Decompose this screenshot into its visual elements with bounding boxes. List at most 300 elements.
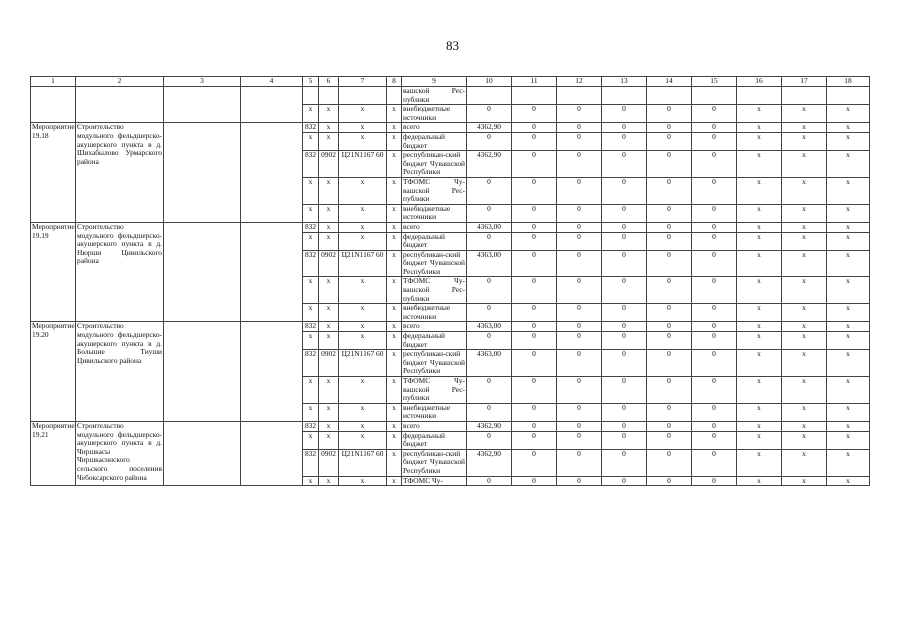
code-cell: х [319,431,339,449]
code-cell: х [303,204,319,222]
value-cell: 0 [692,277,737,304]
value-cell: 0 [512,222,557,232]
value-cell: х [737,449,782,476]
code-cell: х [303,232,319,250]
value-cell: 0 [557,322,602,332]
code-cell: Ц21N1167 60 [339,151,387,178]
value-cell: 0 [692,204,737,222]
value-cell: х [737,332,782,350]
measure-row [31,421,870,431]
empty-cell [339,87,387,105]
value-cell: 0 [512,204,557,222]
column-header: 2 [76,77,164,87]
value-cell: 0 [647,304,692,322]
column-header: 16 [737,77,782,87]
value-cell: 0 [512,132,557,150]
value-cell: 0 [692,250,737,277]
empty-cell [241,421,303,485]
value-cell: х [827,204,870,222]
empty-cell [602,87,647,105]
value-cell: 0 [647,204,692,222]
value-cell: 4363,00 [467,250,512,277]
value-cell: 0 [557,277,602,304]
value-cell: 0 [557,222,602,232]
budget-table [30,76,870,486]
value-cell: 0 [467,105,512,123]
empty-cell [164,222,241,322]
value-cell: х [782,222,827,232]
source-label: ТФОМС Чу-вашской Рес-публики [403,376,465,403]
code-cell: х [319,476,339,486]
value-cell: 0 [692,151,737,178]
value-cell: 0 [557,476,602,486]
value-cell: х [782,123,827,133]
value-cell: 0 [647,105,692,123]
source-label: всего [402,222,467,232]
source-label: всего [402,123,467,133]
value-cell: 0 [512,403,557,421]
empty-cell [164,87,241,123]
code-cell: х [319,105,339,123]
code-cell: х [303,431,319,449]
code-cell: 832 [303,421,319,431]
code-cell: х [303,105,319,123]
value-cell: х [737,322,782,332]
value-cell: 0 [692,123,737,133]
column-header: 7 [339,77,387,87]
value-cell: х [827,476,870,486]
value-cell: 0 [602,222,647,232]
value-cell: 0 [602,431,647,449]
value-cell: 0 [602,151,647,178]
value-cell: 0 [602,277,647,304]
value-cell: х [737,350,782,377]
code-cell: х [339,232,387,250]
value-cell: х [782,421,827,431]
value-cell: 0 [692,403,737,421]
value-cell: х [782,151,827,178]
value-cell: 0 [512,350,557,377]
value-cell: 0 [602,232,647,250]
table-row [31,87,870,105]
code-cell: Ц21N1167 60 [339,350,387,377]
empty-cell [31,87,76,123]
empty-cell [164,123,241,223]
empty-cell [782,87,827,105]
value-cell: 0 [512,105,557,123]
value-cell: 4362,90 [467,123,512,133]
source-label: республикан-ский бюджет Чувашской Республики [403,449,465,475]
value-cell: 0 [512,332,557,350]
code-cell: х [339,123,387,133]
value-cell: 0 [692,350,737,377]
empty-cell [557,87,602,105]
value-cell: 0 [557,421,602,431]
value-cell: х [737,177,782,204]
measure-label: Мероприятие 19.20 [31,322,76,422]
value-cell: 0 [692,322,737,332]
value-cell: 0 [512,151,557,178]
empty-cell [241,322,303,422]
column-header: 4 [241,77,303,87]
code-cell: х [319,232,339,250]
value-cell: х [827,322,870,332]
value-cell: х [737,421,782,431]
empty-cell [241,123,303,223]
source-label: федеральный бюджет [402,232,467,250]
value-cell: 0 [647,177,692,204]
value-cell: 0 [647,332,692,350]
measure-row [31,123,870,133]
code-cell: х [387,151,402,178]
value-cell: х [827,449,870,476]
source-label: республикан-ский бюджет Чувашской Республики [403,150,465,177]
value-cell: 0 [647,377,692,404]
value-cell: х [737,476,782,486]
code-cell: х [339,332,387,350]
empty-cell [467,87,512,105]
column-header: 11 [512,77,557,87]
value-cell: х [737,123,782,133]
value-cell: 0 [512,322,557,332]
value-cell: 0 [467,431,512,449]
value-cell: 0 [647,431,692,449]
code-cell: х [339,377,387,404]
source-label: вашской Рес-публики [403,86,465,104]
code-cell: х [319,403,339,421]
value-cell: 0 [512,421,557,431]
measure-name: Строительство модульного фельдшерско-акушерского пункта в д. Нюрши Цивильского района [76,222,164,322]
value-cell: 0 [692,476,737,486]
code-cell: х [387,204,402,222]
value-cell: х [737,151,782,178]
value-cell: 0 [692,177,737,204]
code-cell: 832 [303,250,319,277]
value-cell: х [782,322,827,332]
code-cell: х [339,322,387,332]
value-cell: 0 [602,377,647,404]
code-cell: 0902 [319,449,339,476]
code-cell: 0902 [319,350,339,377]
source-label: внебюджетные источники [402,403,467,421]
value-cell: 0 [512,232,557,250]
value-cell: х [737,132,782,150]
empty-cell [512,87,557,105]
value-cell: х [782,350,827,377]
empty-cell [164,421,241,485]
value-cell: х [782,403,827,421]
source-label: внебюджетные источники [402,204,467,222]
value-cell: 0 [557,332,602,350]
value-cell: 0 [647,322,692,332]
value-cell: 4363,00 [467,322,512,332]
source-label: республикан-ский бюджет Чувашской Республики [403,250,465,276]
value-cell: х [782,105,827,123]
empty-cell [692,87,737,105]
value-cell: 0 [602,403,647,421]
code-cell: х [339,304,387,322]
code-cell: Ц21N1167 60 [339,449,387,476]
empty-cell [827,87,870,105]
value-cell: 0 [467,204,512,222]
code-cell: х [387,177,402,204]
value-cell: х [827,222,870,232]
value-cell: х [782,177,827,204]
column-header: 13 [602,77,647,87]
value-cell: 4362,90 [467,421,512,431]
value-cell: 0 [692,132,737,150]
value-cell: 0 [602,105,647,123]
value-cell: 0 [467,232,512,250]
value-cell: 4363,00 [467,350,512,377]
code-cell: х [303,377,319,404]
value-cell: х [782,250,827,277]
value-cell: х [827,123,870,133]
column-header: 14 [647,77,692,87]
empty-cell [164,322,241,422]
measure-label: Мероприятие 19.21 [31,421,76,485]
column-header: 5 [303,77,319,87]
code-cell: х [319,277,339,304]
code-cell: х [303,476,319,486]
value-cell: 0 [557,403,602,421]
value-cell: 0 [557,377,602,404]
value-cell: 0 [467,332,512,350]
code-cell: х [319,177,339,204]
value-cell: 0 [692,332,737,350]
code-cell: х [387,250,402,277]
measure-row [31,222,870,232]
value-cell: 0 [512,304,557,322]
value-cell: х [737,222,782,232]
code-cell: 832 [303,123,319,133]
column-header: 9 [402,77,467,87]
code-cell: х [387,304,402,322]
value-cell: 0 [647,123,692,133]
value-cell: 0 [512,277,557,304]
value-cell: 0 [557,250,602,277]
value-cell: 0 [647,421,692,431]
code-cell: 0902 [319,151,339,178]
source-label: ТФОМС Чу-вашской Рес-публики [403,276,465,303]
code-cell: х [319,222,339,232]
value-cell: х [827,132,870,150]
value-cell: 0 [602,421,647,431]
value-cell: 0 [602,322,647,332]
code-cell: х [319,123,339,133]
code-cell: х [339,476,387,486]
code-cell: х [387,132,402,150]
code-cell: 832 [303,350,319,377]
value-cell: 0 [512,250,557,277]
value-cell: 0 [602,350,647,377]
value-cell: 0 [692,232,737,250]
value-cell: х [827,304,870,322]
value-cell: х [782,232,827,250]
value-cell: 0 [647,449,692,476]
measure-name: Строительство модульного фельдшерско-акушерского пункта в д. Шихабылово Урмарского района [76,123,164,223]
value-cell: 0 [467,476,512,486]
column-header: 15 [692,77,737,87]
value-cell: 0 [557,177,602,204]
value-cell: 0 [647,277,692,304]
value-cell: 0 [512,449,557,476]
source-label: республикан-ский бюджет Чувашской Республики [403,349,465,376]
value-cell: 0 [512,431,557,449]
value-cell: х [827,431,870,449]
code-cell: х [339,403,387,421]
code-cell: х [303,177,319,204]
value-cell: х [827,277,870,304]
value-cell: х [737,204,782,222]
code-cell: х [387,222,402,232]
value-cell: х [827,377,870,404]
measure-name: Строительство модульного фельдшерско-акушерского пункта в д. Большие Тиуши Цивильского района [76,322,164,422]
value-cell: х [737,431,782,449]
code-cell: х [339,431,387,449]
value-cell: 0 [692,377,737,404]
empty-cell [76,87,164,123]
code-cell: х [387,105,402,123]
code-cell: х [387,431,402,449]
value-cell: 0 [647,222,692,232]
value-cell: х [827,350,870,377]
value-cell: х [782,277,827,304]
value-cell: 0 [512,123,557,133]
value-cell: 0 [557,232,602,250]
measure-label: Мероприятие 19.19 [31,222,76,322]
source-label: ТФОМС Чу- [402,476,467,486]
code-cell: х [303,304,319,322]
code-cell: х [339,222,387,232]
value-cell: 0 [557,123,602,133]
value-cell: х [737,232,782,250]
value-cell: 0 [602,204,647,222]
code-cell: х [303,403,319,421]
value-cell: х [782,332,827,350]
code-cell: х [319,132,339,150]
value-cell: 0 [512,476,557,486]
value-cell: х [782,449,827,476]
value-cell: х [827,151,870,178]
code-cell: 0902 [319,250,339,277]
value-cell: 0 [557,431,602,449]
code-cell: х [319,421,339,431]
code-cell: х [387,232,402,250]
code-cell: х [339,277,387,304]
code-cell: х [387,403,402,421]
empty-cell [647,87,692,105]
source-label: всего [402,421,467,431]
value-cell: 0 [557,105,602,123]
code-cell: х [319,332,339,350]
code-cell: 832 [303,449,319,476]
code-cell: х [387,449,402,476]
column-header: 8 [387,77,402,87]
value-cell: 0 [647,151,692,178]
measure-label: Мероприятие 19.18 [31,123,76,223]
value-cell: х [827,332,870,350]
column-header: 1 [31,77,76,87]
value-cell: 0 [602,449,647,476]
value-cell: х [782,204,827,222]
value-cell: 0 [512,177,557,204]
code-cell: х [303,132,319,150]
value-cell: 4362,90 [467,151,512,178]
value-cell: х [782,431,827,449]
measure-row [31,322,870,332]
value-cell: х [737,377,782,404]
value-cell: х [827,105,870,123]
source-label: всего [402,322,467,332]
source-label: федеральный бюджет [402,332,467,350]
value-cell: х [782,304,827,322]
code-cell: 832 [303,151,319,178]
value-cell: 0 [647,250,692,277]
code-cell: х [319,304,339,322]
value-cell: 0 [557,449,602,476]
value-cell: 0 [602,332,647,350]
column-header: 3 [164,77,241,87]
code-cell: х [319,377,339,404]
measure-name: Строительство модульного фельдшерско-акушерского пункта в д. Чиршкасы Чиршкасинского сельского поселения Чебоксарского района [76,421,164,485]
value-cell: х [827,232,870,250]
value-cell: 0 [647,132,692,150]
empty-cell [241,222,303,322]
code-cell: х [387,350,402,377]
code-cell: х [387,421,402,431]
value-cell: 4363,00 [467,222,512,232]
value-cell: 0 [647,350,692,377]
value-cell: 0 [467,403,512,421]
value-cell: 0 [602,304,647,322]
column-header: 12 [557,77,602,87]
code-cell: 832 [303,222,319,232]
value-cell: х [737,105,782,123]
code-cell: х [387,476,402,486]
value-cell: 0 [692,421,737,431]
value-cell: 0 [512,377,557,404]
value-cell: х [827,177,870,204]
column-header: 18 [827,77,870,87]
code-cell: 832 [303,322,319,332]
value-cell: х [782,132,827,150]
column-header: 17 [782,77,827,87]
value-cell: 0 [692,105,737,123]
code-cell: х [339,132,387,150]
empty-cell [737,87,782,105]
value-cell: 0 [557,132,602,150]
column-header: 6 [319,77,339,87]
value-cell: 0 [467,177,512,204]
value-cell: 0 [647,403,692,421]
page-number: 83 [446,38,459,53]
value-cell: 0 [467,377,512,404]
code-cell: х [339,204,387,222]
code-cell: Ц21N1167 60 [339,250,387,277]
code-cell: х [303,277,319,304]
value-cell: 0 [602,123,647,133]
code-cell: х [339,177,387,204]
code-cell: х [319,204,339,222]
source-label: ТФОМС Чу-вашской Рес-публики [403,177,465,204]
table-body [31,77,870,486]
value-cell: 0 [557,204,602,222]
code-cell: х [387,322,402,332]
value-cell: х [737,250,782,277]
value-cell: х [737,277,782,304]
value-cell: 0 [602,250,647,277]
